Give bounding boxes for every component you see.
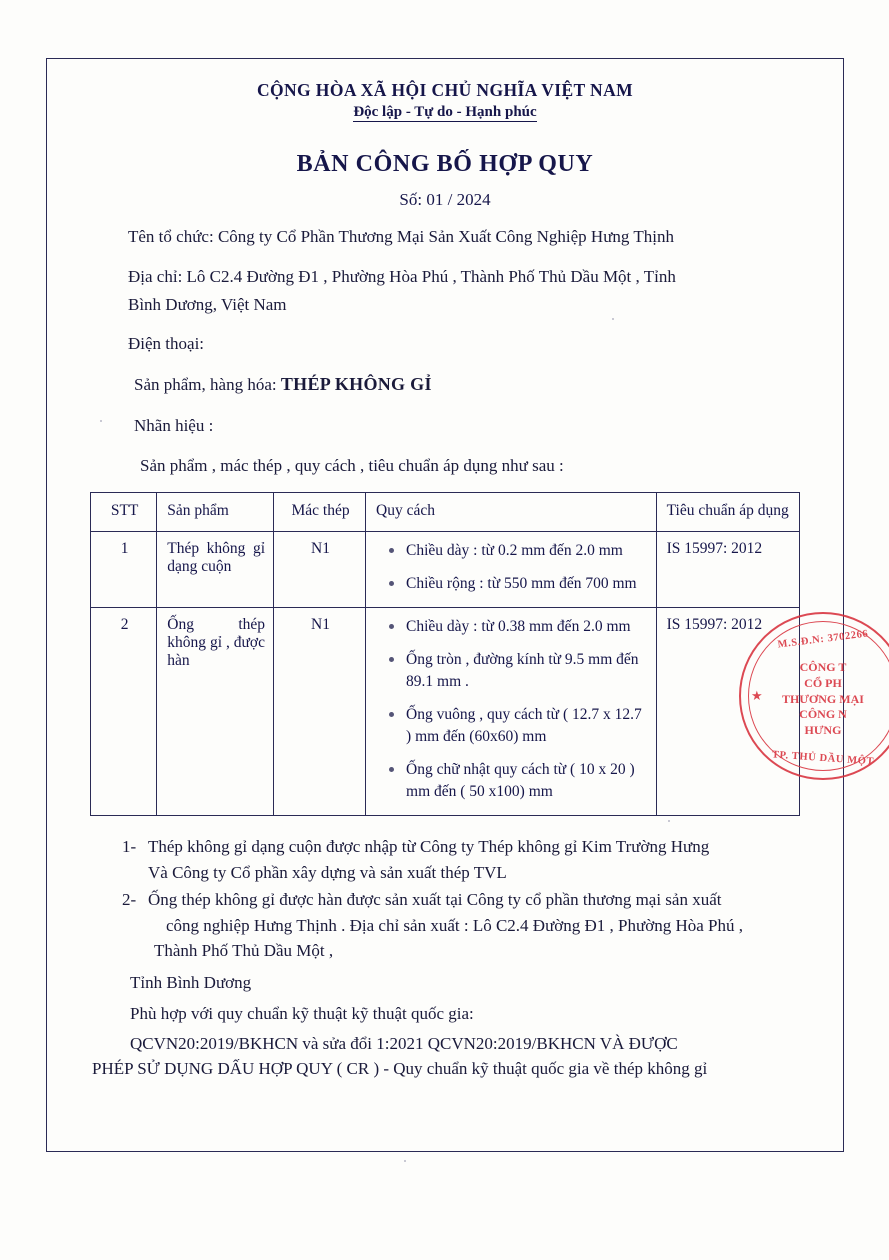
organization-line xyxy=(72,224,818,250)
note-number: 2- xyxy=(122,890,137,910)
cell-product: Ống thép không gỉ , được hàn xyxy=(157,608,274,816)
organization-value: Công ty Cổ Phần Thương Mại Sản Xuất Công Nghiệp Hưng Thịnh xyxy=(217,227,674,246)
cell-standard: IS 15997: 2012 xyxy=(656,532,799,608)
specification-table xyxy=(90,492,800,816)
seal-center-line-1: CÔNG T xyxy=(799,660,847,674)
notes-section xyxy=(72,834,818,964)
seal-center-line-3: THƯƠNG MẠI xyxy=(782,691,864,706)
organization-label: Tên tổ chức: xyxy=(128,227,218,246)
seal-center-line-4: CÔNG N xyxy=(799,707,847,722)
conformity-block xyxy=(72,1031,818,1082)
column-header-product: Sản phẩm xyxy=(157,493,274,532)
column-header-mark: Mác thép xyxy=(274,493,366,532)
nation-title: CỘNG HÒA XÃ HỘI CHỦ NGHĨA VIỆT NAM xyxy=(256,80,634,100)
address-line xyxy=(72,264,818,290)
note-line: công nghiệp Hưng Thịnh . Địa chỉ sản xuất : Lô C2.4 Đường Đ1 , Phường Hòa Phú , xyxy=(166,915,743,935)
note-item xyxy=(122,887,818,964)
product-value: THÉP KHÔNG GỈ xyxy=(280,374,432,395)
scan-speck xyxy=(100,420,102,422)
note-line: Thành Phố Thủ Dầu Một , xyxy=(154,941,334,961)
conformity-line-2: PHÉP SỬ DỤNG DẤU HỢP QUY ( CR ) - Quy chuẩn kỹ thuật quốc gia về thép không gỉ xyxy=(92,1059,708,1079)
cell-product: Thép không gỉ dạng cuộn xyxy=(157,532,274,608)
note-item xyxy=(122,834,818,885)
page-title: BẢN CÔNG BỐ HỢP QUY xyxy=(296,151,594,177)
scan-speck xyxy=(404,1160,406,1162)
seal-center-line-2: CỔ PH xyxy=(804,675,842,690)
conformity-line-1: QCVN20:2019/BKHCN và sửa đổi 1:2021 QCVN20:2019/BKHCN VÀ ĐƯỢC xyxy=(130,1033,678,1053)
address-label: Địa chỉ: xyxy=(128,266,187,286)
cell-spec xyxy=(366,532,657,608)
address-line-2: Bình Dương, Việt Nam xyxy=(128,294,287,314)
cell-standard: IS 15997: 2012 xyxy=(656,608,799,816)
brand-line: Nhãn hiệu : xyxy=(134,415,214,435)
conformity-intro: Phù hợp với quy chuẩn kỹ thuật kỹ thuật quốc gia: xyxy=(130,1004,474,1024)
cell-mark: N1 xyxy=(274,532,366,608)
nation-subtitle-text: Độc lập - Tự do - Hạnh phúc xyxy=(353,104,537,120)
table-row xyxy=(91,532,800,608)
product-label: Sản phẩm, hàng hóa: xyxy=(134,375,281,395)
seal-arc-top: M.S.Đ.N: 3702266 xyxy=(777,628,869,651)
province-line: Tỉnh Bình Dương xyxy=(130,972,252,992)
note-line: Và Công ty Cổ phần xây dựng và sản xuất thép TVL xyxy=(148,862,507,882)
cell-stt: 1 xyxy=(91,532,157,608)
product-line xyxy=(72,371,818,398)
table-header-row xyxy=(91,493,800,532)
seal-center-line-5: HƯNG xyxy=(804,723,842,738)
list-item: Ống vuông , quy cách từ ( 12.7 x 12.7 ) mm đến (60x60) mm xyxy=(406,704,648,748)
table-intro: Sản phẩm , mác thép , quy cách , tiêu chuẩn áp dụng như sau : xyxy=(140,455,564,475)
cell-mark: N1 xyxy=(274,608,366,816)
note-number: 1- xyxy=(122,837,137,857)
seal-arc-bottom: TP. THỦ DẦU MỘT xyxy=(771,749,875,768)
star-icon: ★ xyxy=(751,688,763,703)
spec-list xyxy=(376,616,648,803)
note-line: Thép không gỉ dạng cuộn được nhập từ Công ty Thép không gỉ Kim Trường Hưng xyxy=(148,837,710,857)
note-body xyxy=(148,887,818,964)
table-row xyxy=(91,608,800,816)
list-item: Chiều rộng : từ 550 mm đến 700 mm xyxy=(406,573,648,595)
note-line: Ống thép không gỉ được hàn được sản xuất tại Công ty cổ phần thương mại sản xuất xyxy=(148,890,722,910)
column-header-spec: Quy cách xyxy=(366,493,657,532)
list-item: Chiều dày : từ 0.2 mm đến 2.0 mm xyxy=(406,540,648,562)
list-item: Ống chữ nhật quy cách từ ( 10 x 20 ) mm đến ( 50 x100) mm xyxy=(406,759,648,803)
list-item: Ống tròn , đường kính từ 9.5 mm đến 89.1 mm . xyxy=(406,649,648,693)
list-item: Chiều dày : từ 0.38 mm đến 2.0 mm xyxy=(406,616,648,638)
column-header-standard: Tiêu chuẩn áp dụng xyxy=(656,493,799,532)
cell-spec xyxy=(366,608,657,816)
spec-list xyxy=(376,540,648,595)
column-header-stt: STT xyxy=(91,493,157,532)
address-value: Lô C2.4 Đường Đ1 , Phường Hòa Phú , Thành Phố Thủ Dầu Một , Tỉnh xyxy=(186,266,676,286)
document-content xyxy=(46,58,844,1152)
nation-subtitle xyxy=(72,104,818,121)
note-body xyxy=(148,834,818,885)
cell-stt: 2 xyxy=(91,608,157,816)
scan-speck xyxy=(668,820,670,822)
phone-line: Điện thoại: xyxy=(128,334,205,354)
scan-speck xyxy=(612,318,614,320)
document-number: Số: 01 / 2024 xyxy=(399,190,491,209)
